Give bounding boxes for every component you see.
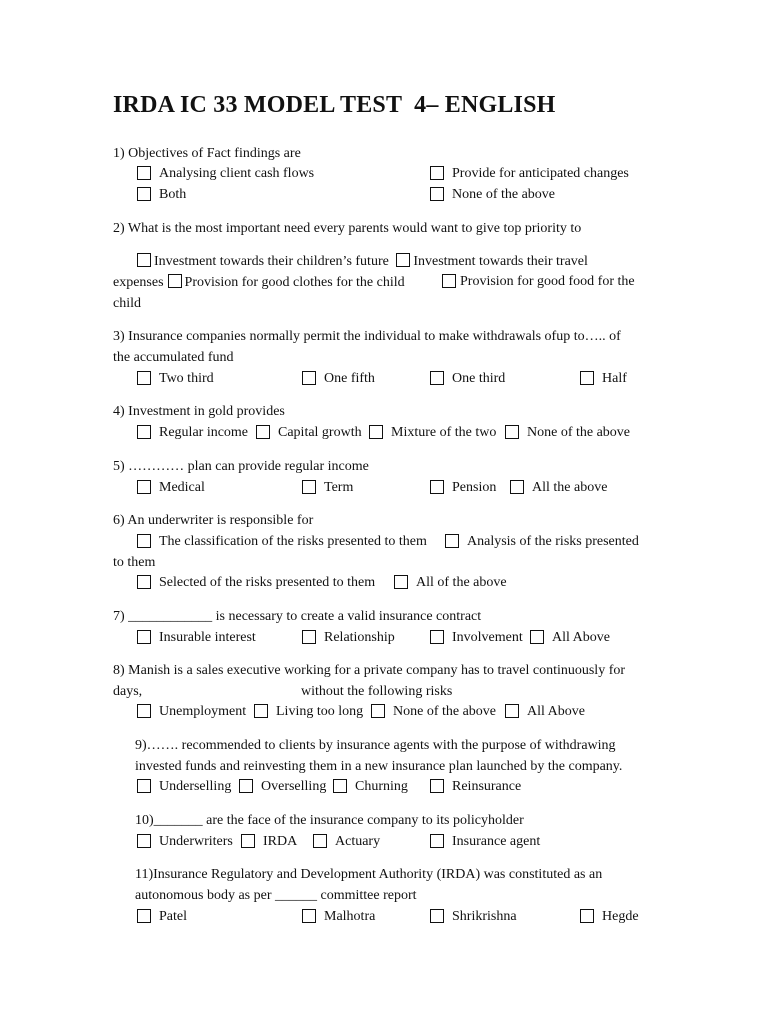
q6-option-2-cont: to them [113, 555, 156, 570]
checkbox[interactable] [168, 274, 182, 288]
question-5: 5) ………… plan can provide regular income [113, 459, 369, 474]
checkbox[interactable] [442, 274, 456, 288]
question-8: 8) Manish is a sales executive working for a private company has to travel continuously for [113, 663, 626, 678]
checkbox[interactable] [333, 779, 347, 793]
checkbox[interactable] [430, 779, 444, 793]
checkbox[interactable] [302, 630, 316, 644]
checkbox[interactable] [505, 704, 519, 718]
checkbox[interactable] [430, 630, 444, 644]
checkbox[interactable] [445, 534, 459, 548]
checkbox[interactable] [137, 371, 151, 385]
q2-options-line-1 [137, 253, 588, 271]
checkbox[interactable] [505, 425, 519, 439]
checkbox[interactable] [510, 480, 524, 494]
checkbox[interactable] [430, 166, 444, 180]
checkbox[interactable] [256, 425, 270, 439]
checkbox[interactable] [430, 187, 444, 201]
q2-option-3[interactable]: Provision for good clothes for the child [184, 275, 405, 290]
checkbox[interactable] [137, 534, 151, 548]
checkbox[interactable] [137, 909, 151, 923]
checkbox[interactable] [430, 480, 444, 494]
checkbox[interactable] [137, 575, 151, 589]
checkbox[interactable] [430, 834, 444, 848]
question-3-line-2: the accumulated fund [113, 350, 234, 365]
question-3: 3) Insurance companies normally permit the individual to make withdrawals ofup to….. of [113, 329, 621, 344]
question-11-line-2: autonomous body as per ______ committee report [135, 888, 417, 903]
checkbox[interactable] [580, 909, 594, 923]
q2-options-line-2 [113, 274, 405, 292]
question-1: 1) Objectives of Fact findings are [113, 146, 301, 161]
question-8-line-2b: without the following risks [301, 684, 453, 699]
checkbox[interactable] [313, 834, 327, 848]
document-page: IRDA IC 33 MODEL TEST 4– ENGLISH 1) Objectives of Fact findings are Analysing client cash flows Provide for anticipated changes Both None of the above 2) What is the most important need every parents would want to give top priority to Investment towards their children’s future Investment towards their travel expenses Provision for good clothes for the child Provision for good food for the child 3) Insurance companies normally permit the individual to make withdrawals ofup to….. of the accumulated fund Two third One fifth One third Half 4) Investment in gold provides Regular income Capital growth Mixture of the two None of the above 5) ………… plan can provide regular income Medical Term Pension All the above 6) An underwriter is responsible for The classification of the risks presented to them Analysis of the risks presented to them Selected of the risks presented to them All of the above 7) ____________ is necessary to create a valid insurance contract Insurable interest Relationship Involvement All Above 8) Manish is a sales executive working for a private company has to travel continuously for days, without the following risks Unemployment Living too long None of the above All Above 9)……. recommended to clients by insurance agents with the purpose of withdrawing invested funds and reinvesting them in a new insurance plan launched by the company. Underselling Overselling Churning Reinsurance 10)_______ are the face of the insurance company to its policyholder Underwriters IRDA Actuary Insurance agent 11)Insurance Regulatory and Development Authority (IRDA) was constituted as an autonomous body as per ______ committee report Patel Malhotra Shrikrishna Hegde [113, 92, 639, 924]
checkbox[interactable] [254, 704, 268, 718]
checkbox[interactable] [137, 253, 151, 267]
checkbox[interactable] [239, 779, 253, 793]
checkbox[interactable] [396, 253, 410, 267]
checkbox[interactable] [302, 909, 316, 923]
question-8-line-2a: days, [113, 684, 143, 699]
question-11: 11)Insurance Regulatory and Development Authority (IRDA) was constituted as an [135, 867, 603, 882]
checkbox[interactable] [137, 704, 151, 718]
question-2: 2) What is the most important need every parents would want to give top priority to [113, 221, 582, 236]
question-9: 9)……. recommended to clients by insurance agents with the purpose of withdrawing [135, 738, 616, 753]
checkbox[interactable] [580, 371, 594, 385]
checkbox[interactable] [394, 575, 408, 589]
q2-option-1[interactable]: Investment towards their children’s future [154, 254, 389, 269]
question-9-line-2: invested funds and reinvesting them in a new insurance plan launched by the company. [135, 759, 623, 774]
checkbox[interactable] [137, 779, 151, 793]
question-7: 7) ____________ is necessary to create a valid insurance contract [113, 609, 482, 624]
q2-option-4-cont: child [113, 296, 141, 311]
page-title: IRDA IC 33 MODEL TEST 4– ENGLISH [113, 92, 556, 118]
checkbox[interactable] [137, 630, 151, 644]
checkbox[interactable] [530, 630, 544, 644]
checkbox[interactable] [302, 371, 316, 385]
checkbox[interactable] [241, 834, 255, 848]
checkbox[interactable] [302, 480, 316, 494]
checkbox[interactable] [137, 166, 151, 180]
question-6: 6) An underwriter is responsible for [113, 513, 314, 528]
checkbox[interactable] [137, 425, 151, 439]
checkbox[interactable] [137, 480, 151, 494]
checkbox[interactable] [137, 187, 151, 201]
checkbox[interactable] [369, 425, 383, 439]
q2-option-2[interactable]: Investment towards their travel [413, 254, 588, 269]
checkbox[interactable] [430, 909, 444, 923]
question-10: 10)_______ are the face of the insurance company to its policyholder [135, 813, 524, 828]
checkbox[interactable] [137, 834, 151, 848]
checkbox[interactable] [371, 704, 385, 718]
checkbox[interactable] [430, 371, 444, 385]
question-4: 4) Investment in gold provides [113, 404, 285, 419]
q2-option-2-cont: expenses [113, 275, 164, 290]
